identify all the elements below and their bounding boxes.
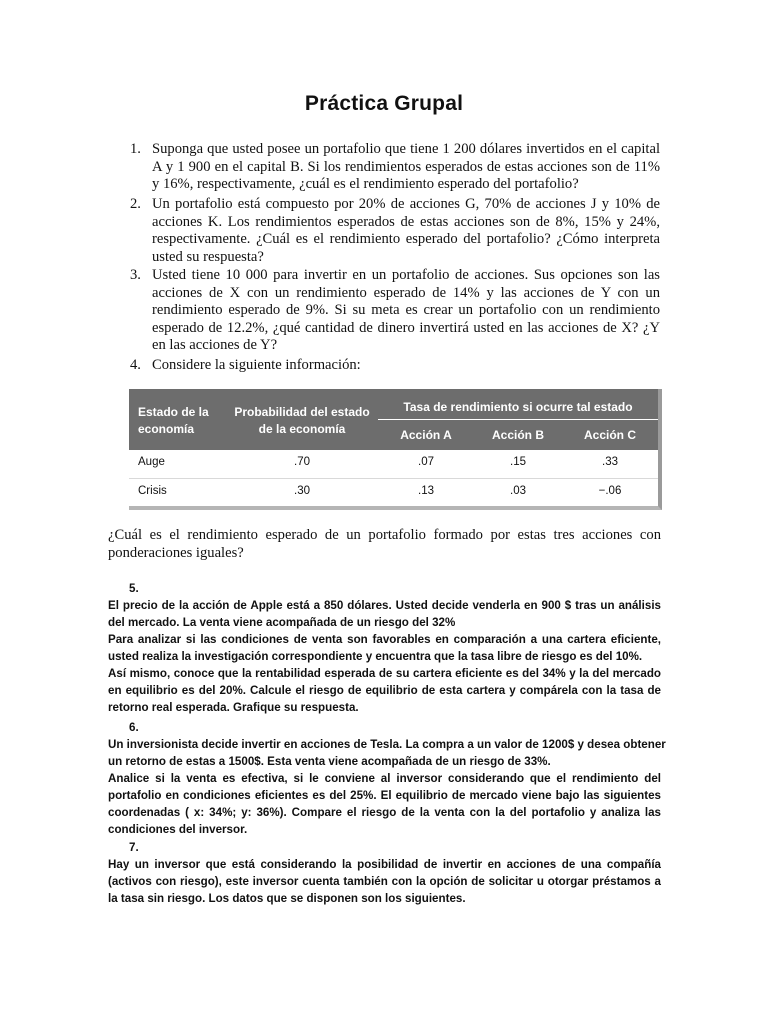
table-row: [129, 484, 658, 512]
problem-line: coordenadas ( x: 34%; y: 36%). Compare el riesgo de la venta con la del portafolio y analiza las: [108, 806, 661, 819]
cell-state: Crisis: [138, 485, 167, 497]
problem-line: (activos con riesgo), este inversor cuenta también con la opción de solicitar u otorgar préstamos a: [108, 875, 661, 888]
problem-line: del mercado. La venta viene acompañada de un riesgo del 32%: [108, 616, 456, 629]
header-prob-line1: Probabilidad del estado: [234, 405, 370, 419]
problem-line: condiciones del inversor.: [108, 823, 248, 836]
question-line: ¿Cuál es el rendimiento esperado de un portafolio formado por estas tres acciones con: [108, 527, 661, 543]
question-number: 4.: [130, 357, 141, 373]
problem-number: 6.: [129, 721, 139, 734]
header-state-line2: economía: [138, 422, 195, 436]
cell-prob: .70: [294, 456, 310, 468]
header-col-b: Acción B: [491, 428, 544, 442]
header-divider: [378, 419, 658, 420]
question-line: respectivamente. ¿Cuál es el rendimiento esperado del portafolio? ¿Cómo interpreta: [152, 231, 660, 248]
header-col-a: Acción A: [400, 428, 452, 442]
problem-line: usted realiza la investigación correspondiente y encuentra que la tasa libre de riesgo es del 10%.: [108, 650, 643, 663]
returns-table: [129, 389, 662, 510]
question-line: y 16%, respectivamente, ¿cuál es el rendimiento esperado del portafolio?: [152, 176, 579, 193]
question-number: 3.: [130, 267, 141, 283]
problem-line: Analice si la venta es efectiva, si le conviene al inversor considerando que el rendimiento del: [108, 772, 661, 785]
problem-number: 5.: [129, 582, 139, 595]
question-line: Un portafolio está compuesto por 20% de acciones G, 70% de acciones J y 10% de: [152, 196, 660, 212]
header-group: Tasa de rendimiento si ocurre tal estado: [403, 400, 633, 414]
problem-line: Así mismo, conoce que la rentabilidad esperada de su cartera eficiente es del 34% y la del mercado: [108, 667, 661, 680]
question-line: acciones de X con un rendimiento esperado de 14% y las acciones de Y con un: [152, 284, 660, 301]
cell-a: .07: [418, 456, 434, 468]
cell-a: .13: [418, 485, 434, 497]
cell-c: −.06: [598, 485, 622, 497]
header-prob-line2: de la economía: [258, 422, 346, 436]
cell-b: .15: [510, 456, 526, 468]
header-col-c: Acción C: [583, 428, 636, 442]
problem-6: [108, 719, 666, 838]
question-line: Considere la siguiente información:: [152, 357, 361, 373]
problem-line: El precio de la acción de Apple está a 850 dólares. Usted decide venderla en 900 $ tras un análisis: [108, 599, 661, 612]
question-number: 1.: [130, 141, 141, 157]
question-line: Suponga que usted posee un portafolio que tiene 1 200 dólares invertidos en el capital: [152, 141, 660, 157]
problem-line: la tasa sin riesgo. Los datos que se disponen son los siguientes.: [108, 892, 466, 905]
question-line: en las acciones de Y?: [152, 337, 278, 354]
problem-line: Hay un inversor que está considerando la posibilidad de invertir en acciones de una compañía: [108, 858, 661, 871]
header-state-line1: Estado de la: [138, 405, 209, 419]
table-header: [129, 389, 658, 450]
question-number: 2.: [130, 196, 141, 212]
row-divider: [129, 478, 658, 479]
cell-b: .03: [510, 485, 526, 497]
problem-line: retorno real esperada. Grafique su respuesta.: [108, 701, 359, 714]
problem-line: Para analizar si las condiciones de venta son favorables en comparación a una cartera eficiente,: [108, 633, 661, 646]
cell-c: .33: [602, 456, 618, 468]
follow-up-question: [108, 527, 661, 562]
problem-5: [108, 580, 661, 716]
question-line: usted su respuesta?: [152, 248, 264, 265]
cell-state: Auge: [138, 456, 165, 468]
question-line: Usted tiene 10 000 para invertir en un portafolio de acciones. Sus opciones son las: [152, 267, 660, 283]
cell-prob: .30: [294, 485, 310, 497]
problem-line: en equilibrio es del 20%. Calcule el riesgo de equilibrio de esta cartera y compárela con la tasa de: [108, 684, 661, 697]
question-line: esperado de 12.2%, ¿qué cantidad de dinero invertirá usted en las acciones de X? ¿Y: [152, 319, 660, 336]
question-line: rendimiento esperado de 9%. Si su meta es crear un portafolio con un rendimiento: [152, 302, 660, 319]
problem-7: [108, 839, 661, 907]
page-title: Práctica Grupal: [304, 92, 464, 115]
question-line: acciones K. Los rendimientos esperados de estas acciones son de 8%, 15% y 24%,: [152, 213, 660, 230]
problem-number: 7.: [129, 841, 139, 854]
question-line: A y 1 900 en el capital B. Si los rendimientos esperados de estas acciones son de 11%: [152, 158, 660, 175]
problem-line: portafolio en condiciones eficientes es del 25%. El equilibrio de mercado viene bajo las siguientes: [108, 789, 661, 802]
problem-line: un retorno de estas a 1500$. Esta venta viene acompañada de un riesgo de 33%.: [108, 755, 551, 768]
problem-line: Un inversionista decide invertir en acciones de Tesla. La compra a un valor de 1200$ y desea obtener: [108, 738, 666, 751]
question-line: ponderaciones iguales?: [108, 544, 244, 561]
